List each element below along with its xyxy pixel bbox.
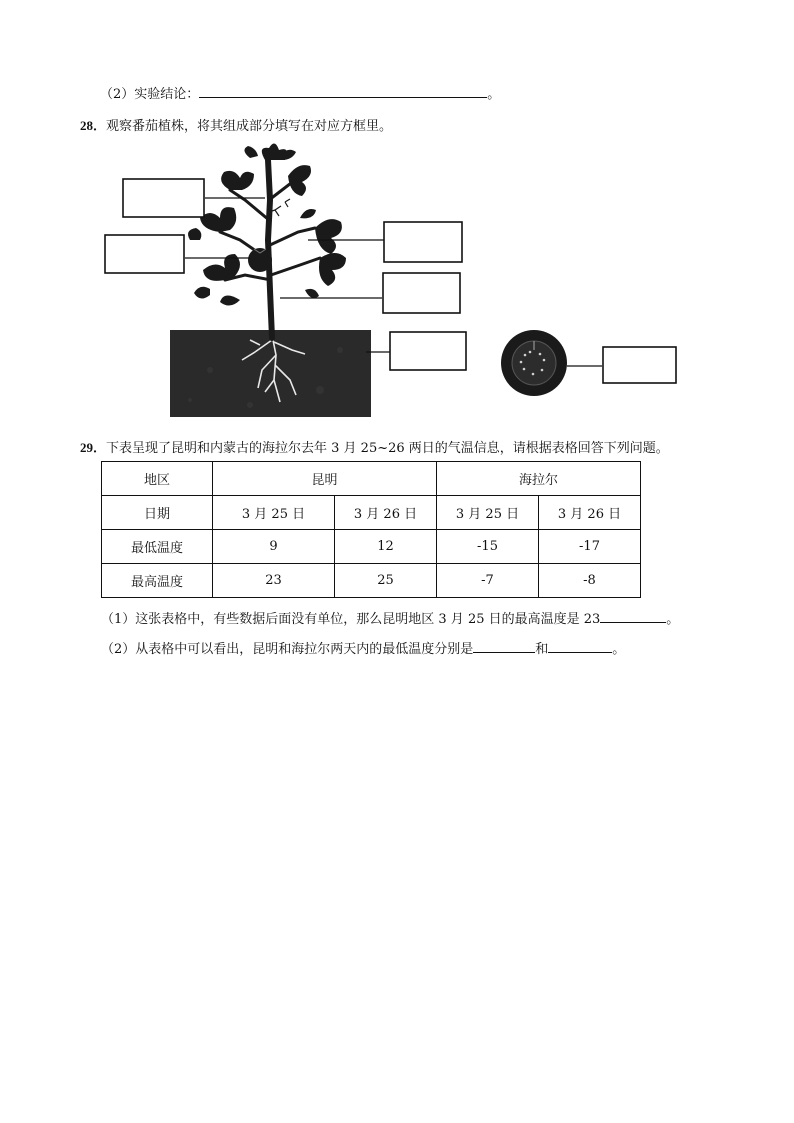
label-box-flower[interactable] [123,179,204,217]
date-cell: 3 月 25 日 [213,496,335,530]
soil-block [170,330,371,417]
q27-part2-suffix: 。 [487,87,501,102]
tomato-fruit [248,248,272,272]
table-row-max-temp [102,564,641,598]
q27-conclusion-blank[interactable] [199,83,487,98]
q29-part1-text: （1）这张表格中，有些数据后面没有单位，那么昆明地区 3 月 25 日的最高温度是 23 [101,612,601,627]
tomato-cross-section [501,330,567,396]
q29-hailar-min-blank[interactable] [548,638,612,653]
q27-part2-label: （2）实验结论： [100,87,200,102]
min-temp-header: 最低温度 [102,530,213,564]
table-row-min-temp [102,530,641,564]
max-temp-header: 最高温度 [102,564,213,598]
date-cell: 3 月 26 日 [539,496,641,530]
q29-part2-text: （2）从表格中可以看出，昆明和海拉尔两天内的最低温度分别是 [101,642,474,657]
date-header: 日期 [102,496,213,530]
q29-part2-suffix: 。 [612,642,626,657]
table-cell: -17 [539,530,641,564]
q29-part1-line [101,608,679,627]
date-cell: 3 月 26 日 [335,496,437,530]
q28-text: 观察番茄植株，将其组成部分填写在对应方框里。 [106,119,393,134]
q29-part2-line [101,638,625,657]
q29-part1-suffix: 。 [666,612,680,627]
label-box-root[interactable] [390,332,466,370]
table-row-region [102,462,641,496]
label-box-seed[interactable] [603,347,676,383]
tomato-plant-figure [100,140,700,425]
q29-part2-mid: 和 [535,642,549,657]
date-cell: 3 月 25 日 [437,496,539,530]
q29-number: 29． [80,440,107,455]
q29-text: 下表呈现了昆明和内蒙古的海拉尔去年 3 月 25~26 两日的气温信息，请根据表格回答下列问题。 [106,441,669,456]
region-header: 地区 [102,462,213,496]
q28-question [80,115,392,134]
table-cell: 12 [335,530,437,564]
label-box-leaf[interactable] [384,222,462,262]
table-cell: 23 [213,564,335,598]
q29-unit-blank[interactable] [600,608,666,623]
label-box-fruit[interactable] [105,235,184,273]
table-row-date [102,496,641,530]
q28-number: 28． [80,118,107,133]
table-cell: 25 [335,564,437,598]
q29-question [80,437,669,456]
table-cell: -7 [437,564,539,598]
city-hailar: 海拉尔 [437,462,641,496]
city-kunming: 昆明 [213,462,437,496]
table-cell: -15 [437,530,539,564]
label-box-stem[interactable] [383,273,460,313]
q29-kunming-min-blank[interactable] [473,638,535,653]
table-cell: 9 [213,530,335,564]
temperature-table [101,461,641,598]
table-cell: -8 [539,564,641,598]
q27-part2-line [100,83,500,102]
